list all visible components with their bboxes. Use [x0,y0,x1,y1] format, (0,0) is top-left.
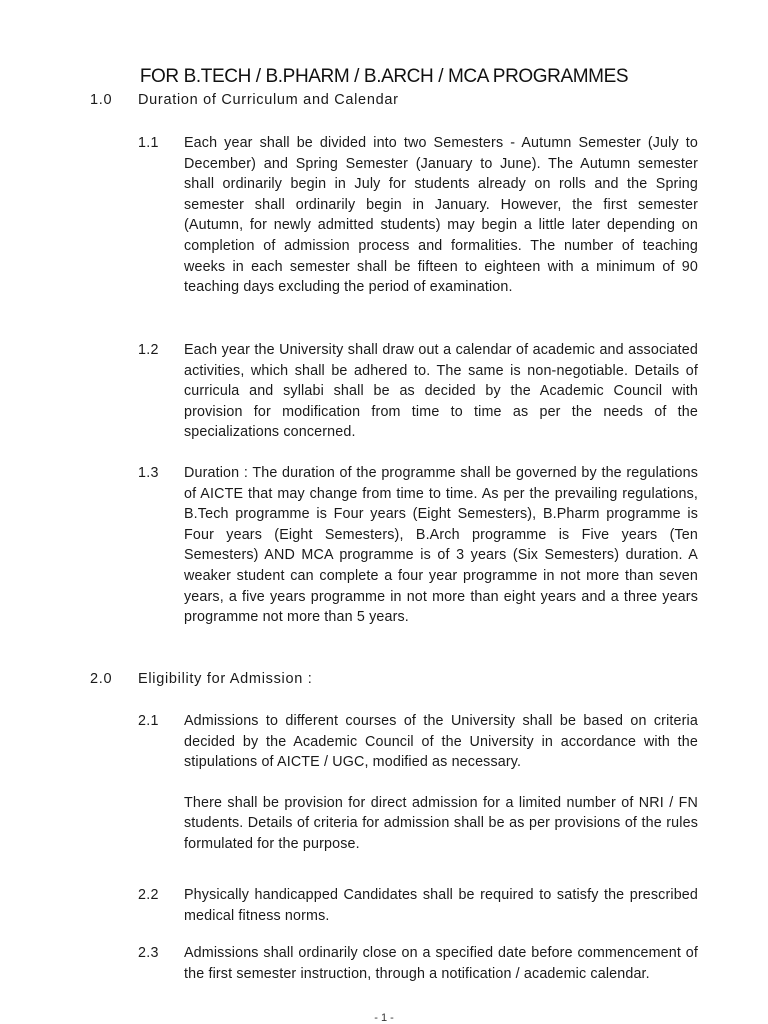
clause-paragraph: Each year the University shall draw out a calendar of academic and associated activities, which shall be adhered to. The same is non-negotiable. Details of curricula and syllabi shall be as decided by the Academic Council with provision for modification from time to time as per the needs of the specializations concerned. [184,342,698,441]
clause-2-3 [138,943,698,984]
clause-2-1 [138,711,698,855]
clause-1-3 [138,463,698,628]
clause-number: 1.3 [138,465,159,481]
section-number: 1.0 [90,92,113,108]
clause-paragraph: Duration : The duration of the programme shall be governed by the regulations of AICTE that may change from time to time. As per the prevailing regulations, B.Tech programme is Four years (Eight Semesters), B.Pharm programme is Four years (Eight Semesters), B.Arch programme is Five years (Ten Semesters) AND MCA programme is of 3 years (Six Semesters) duration. A weaker student can complete a four year programme in not more than seven years, a five years programme in not more than eight years and a three years programme not more than 5 years. [184,465,698,626]
clause-paragraph: Physically handicapped Candidates shall be required to satisfy the prescribed medical fitness norms. [184,887,698,924]
clause-number: 2.1 [138,713,159,729]
section-number: 2.0 [90,671,113,687]
clause-paragraph: There shall be provision for direct admission for a limited number of NRI / FN students. Details of criteria for admission shall be as per provisions of the rules formulated for the purpose. [184,794,698,852]
clause-2-2 [138,885,698,926]
clause-1-2 [138,340,698,443]
section-heading-1 [90,92,399,108]
clause-number: 2.3 [138,945,159,961]
clause-paragraph: Admissions to different courses of the University shall be based on criteria decided by the Academic Council of the University in accordance with the stipulations of AICTE / UGC, modified as necessary. [184,713,698,771]
section-heading-text: Duration of Curriculum and Calendar [138,92,399,108]
clause-paragraph: Each year shall be divided into two Semesters - Autumn Semester (July to December) and Spring Semester (January to June). The Autumn semester shall ordinarily begin in July for students already on rolls and the Spring semester shall ordinarily begin in January. However, the first semester (Autumn, for newly admitted students) may begin a little later depending on completion of admission process and formalities. The number of teaching weeks in each semester shall be fifteen to eighteen with a minimum of 90 teaching days excluding the period of examination. [184,135,698,296]
clause-number: 1.1 [138,135,159,151]
section-heading-2 [90,671,312,687]
clause-number: 2.2 [138,887,159,903]
clause-1-1 [138,133,698,298]
section-heading-text: Eligibility for Admission : [138,671,313,687]
clause-number: 1.2 [138,342,159,358]
page-title: FOR B.TECH / B.PHARM / B.ARCH / MCA PROGRAMMES [139,66,629,87]
clause-paragraph: Admissions shall ordinarily close on a specified date before commencement of the first semester instruction, through a notification / academic calendar. [184,945,698,982]
page-number: - 1 - [374,1012,394,1024]
